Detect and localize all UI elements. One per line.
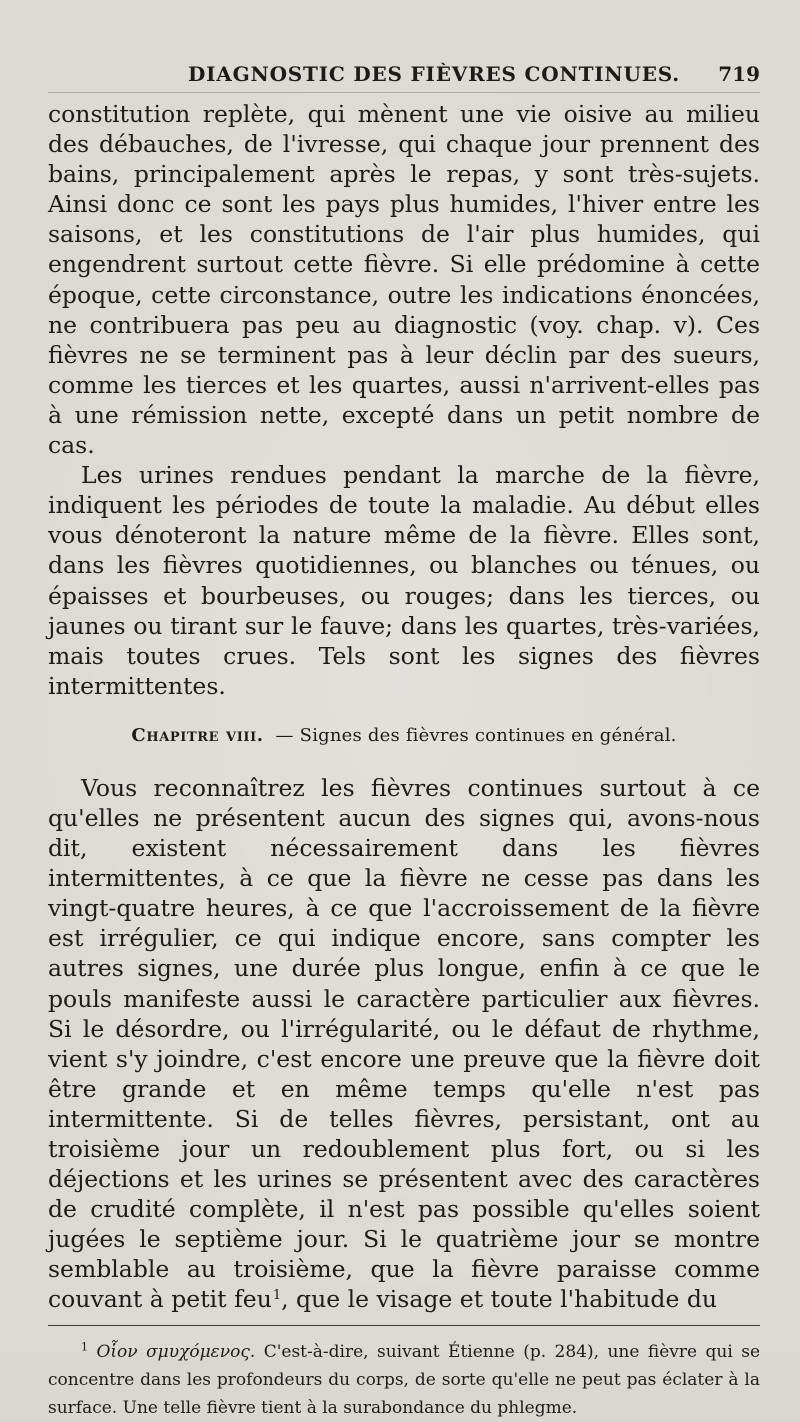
footnote-greek-term: Οἷον σμυχόμενος. (96, 1341, 256, 1362)
running-head (48, 58, 760, 93)
chapter-title: — Signes des fièvres continues en général. (275, 724, 677, 746)
main-text (48, 99, 760, 1315)
footnotes (48, 1338, 760, 1422)
chapter-paragraph-text: Vous reconnaîtrez les fièvres continues surtout à ce qu'elles ne présentent aucun des signes qui, avons-nous dit, existent nécessairement dans les fièvres intermittentes, à ce que la fièvre ne cesse pas dans les vingt-quatre heures, à ce que l'accroissement de la fièvre est irrégulier, ce qui indique encore, sans compter les autres signes, une durée plus longue, enfin à ce que le pouls manifeste aussi le caractère particulier aux fièvres. Si le désordre, ou l'irrégularité, ou le défaut de rhythme, vient s'y joindre, c'est encore une preuve que la fièvre doit être grande et en même temps qu'elle n'est pas intermittente. Si de telles fièvres, persistant, ont au troisième jour un redoublement plus fort, ou si les déjections et les urines se présentent avec des caractères de crudité complète, il n'est pas possible qu'elles soient jugées le septième jour. Si le quatrième jour se montre semblable au troisième, que la fièvre paraisse comme couvant à petit feu (48, 773, 760, 1314)
chapter-heading (48, 723, 760, 749)
chapter-paragraph-text-after-note: , que le visage et toute l'habitude du (281, 1285, 718, 1314)
footnote-marker: 1 (81, 1339, 88, 1353)
footnote-1 (48, 1338, 760, 1422)
running-title: DIAGNOSTIC DES FIÈVRES CONTINUES. (188, 62, 681, 86)
chapter-paragraph (48, 773, 760, 1315)
footnote-rule (48, 1325, 760, 1326)
footnote-text: C'est-à-dire, suivant Étienne (p. 284), une fièvre qui se concentre dans les profondeurs du corps, de sorte qu'elle ne peut pas éclater à la surface. Une telle fièvre tient à la surabondance du phlegme. (48, 1341, 761, 1418)
chapter-label: Chapitre viii. (131, 724, 264, 746)
paragraph-1: constitution replète, qui mènent une vie oisive au milieu des débauches, de l'ivresse, qui chaque jour prennent des bains, principalement après le repas, y sont très-sujets. Ainsi donc ce sont les pays plus humides, l'hiver entre les saisons, et les constitutions de l'air plus humides, qui engendrent surtout cette fièvre. Si elle prédomine à cette époque, cette circonstance, outre les indications énoncées, ne contribuera pas peu au diagnostic (voy. chap. v). Ces fièvres ne se terminent pas à leur déclin par des sueurs, comme les tierces et les quartes, aussi n'arrivent-elles pas à une rémission nette, excepté dans un petit nombre de cas. (48, 100, 760, 460)
footnote-reference[interactable]: 1 (272, 1287, 282, 1303)
page-number: 719 (718, 62, 760, 86)
paragraph-2: Les urines rendues pendant la marche de la fièvre, indiquent les périodes de toute la maladie. Au début elles vous dénoteront la nature même de la fièvre. Elles sont, dans les fièvres quotidiennes, ou blanches ou ténues, ou épaisses et bourbeuses, ou rouges; dans les tierces, ou jaunes ou tirant sur le fauve; dans les quartes, très-variées, mais toutes crues. Tels sont les signes des fièvres intermittentes. (48, 461, 760, 700)
